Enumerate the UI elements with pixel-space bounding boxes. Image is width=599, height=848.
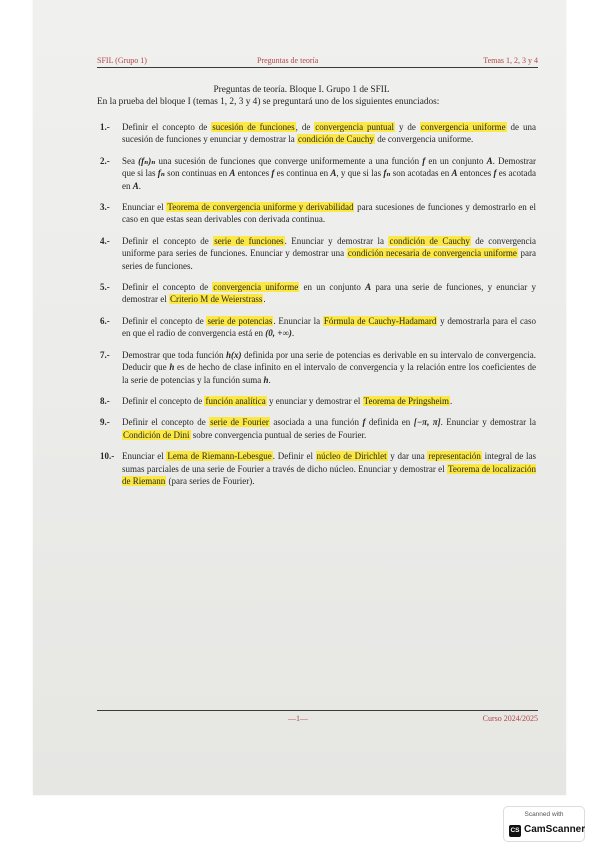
footer-course-year: Curso 2024/2025: [482, 714, 538, 723]
highlighted-term: Teorema de convergencia uniforme y derivabilidad: [167, 202, 354, 213]
question-item: [100, 349, 536, 386]
math-symbol: A: [229, 168, 236, 179]
question-text: definida por una serie de potencias es derivable en su intervalo de convergencia. Deducir que: [122, 349, 536, 373]
math-symbol: f: [362, 417, 366, 428]
math-symbol: h: [263, 374, 269, 385]
question-item: [100, 315, 536, 340]
question-text: .: [268, 374, 271, 385]
highlighted-term: representación: [428, 451, 481, 462]
question-number: 10.-: [100, 451, 115, 462]
question-text: Definir el concepto de: [122, 282, 213, 293]
document-title: Preguntas de teoría. Bloque I. Grupo 1 de SFIL: [213, 85, 390, 95]
highlighted-term: serie de funciones: [214, 235, 284, 246]
highlighted-term: Fórmula de Cauchy-Hadamard: [323, 315, 437, 326]
math-symbol: A: [365, 282, 372, 293]
header-topic: Preguntas de teoría: [257, 56, 319, 65]
page-number: —1—: [288, 714, 308, 723]
question-text: una sucesión de funciones que converge uniformemente a una función: [155, 155, 423, 166]
header-themes: Temas 1, 2, 3 y 4: [483, 56, 538, 65]
question-text: Definir el concepto de: [122, 395, 205, 406]
highlighted-term: condición necesaria de convergencia uniforme: [347, 248, 517, 259]
question-item: [100, 235, 536, 272]
highlighted-term: condición de Cauchy: [389, 235, 470, 246]
question-text: . Enunciar la: [273, 315, 323, 326]
question-text: .: [291, 328, 295, 339]
question-text: .: [450, 395, 453, 406]
question-text: definida en: [365, 417, 414, 428]
camscanner-brand: CamScanner: [524, 824, 586, 835]
question-text: de una sucesión de funciones y enunciar y demostrar la: [122, 122, 536, 145]
highlighted-term: convergencia puntual: [315, 122, 395, 132]
question-text: en un conjunto: [425, 155, 487, 166]
math-symbol: A: [451, 168, 458, 179]
question-number: 6.-: [100, 315, 110, 326]
math-symbol: (fₙ)ₙ: [138, 155, 156, 166]
question-number: 1.-: [100, 122, 110, 132]
question-item: [100, 281, 536, 306]
question-text: , y que si las: [336, 168, 384, 179]
highlighted-term: Condición de Dini: [123, 429, 190, 440]
question-text: integral de las sumas parciales de una serie de Fourier a través de dicho núcleo. Enunciar y demostrar el: [122, 451, 537, 474]
question-number: 7.-: [100, 349, 110, 360]
intro-text: En la prueba del bloque I (temas 1, 2, 3 y 4) se preguntará uno de los siguientes enunciados:: [97, 97, 440, 107]
highlighted-term: Criterio M de Weierstrass: [169, 294, 263, 305]
question-item: [100, 416, 536, 441]
highlighted-term: función analítica: [205, 395, 266, 406]
highlighted-term: convergencia uniforme: [213, 282, 299, 293]
question-text: .: [263, 294, 266, 305]
question-text: (para series de Fourier).: [166, 475, 255, 486]
question-text: Definir el concepto de: [122, 417, 210, 428]
question-item: [100, 121, 536, 146]
question-text: . Enunciar y demostrar la: [284, 235, 389, 246]
question-text: Definir el concepto de: [122, 122, 212, 132]
question-text: es acotada en: [122, 168, 536, 191]
question-text: Sea: [122, 155, 139, 166]
math-symbol: h: [169, 362, 175, 373]
math-symbol: [−π, π]: [413, 417, 441, 428]
question-text: son continuas en: [164, 168, 230, 179]
question-text: , de: [295, 122, 315, 132]
question-number: 5.-: [100, 282, 110, 293]
question-text: para sucesiones de funciones y demostrarlo en el caso en que estas sean derivables con derivada continua.: [122, 202, 536, 225]
question-number: 3.-: [100, 202, 110, 213]
question-text: entonces: [235, 168, 272, 179]
question-text: en un conjunto: [299, 282, 366, 293]
question-text: y demostrarla para el caso en que el radio de convergencia está en: [122, 315, 536, 339]
header-course: SFIL (Grupo 1): [97, 56, 147, 65]
question-text: para una serie de funciones, y enunciar y demostrar el: [122, 282, 536, 305]
page-footer: [97, 710, 538, 724]
question-text: Definir el concepto de: [122, 315, 207, 326]
scanned-page: [33, 0, 566, 795]
highlighted-term: núcleo de Dirichlet: [316, 451, 387, 462]
question-list: [100, 121, 536, 487]
math-symbol: f: [271, 168, 275, 179]
question-text: Definir el concepto de: [122, 235, 214, 246]
math-symbol: (0, +∞): [265, 328, 292, 339]
question-text: es de hecho de clase infinito en el intervalo de convergencia y la relación entre los coeficientes de la serie de potencias y la función suma: [122, 362, 536, 385]
highlighted-term: serie de potencias: [207, 315, 273, 326]
question-text: y de: [395, 122, 420, 132]
highlighted-term: convergencia uniforme: [420, 122, 506, 132]
highlighted-term: Teorema de Pringsheim: [363, 395, 450, 406]
question-number: 2.-: [100, 155, 110, 166]
math-symbol: fₙ: [157, 168, 165, 179]
question-number: 9.-: [100, 417, 110, 428]
question-text: asociada a una función: [269, 417, 363, 428]
highlighted-term: Lema de Riemann-Lebesgue: [167, 451, 272, 462]
camscanner-logo-icon: CS: [509, 825, 521, 837]
question-text: .: [138, 180, 142, 191]
math-symbol: A: [330, 168, 337, 179]
math-symbol: h(x): [225, 349, 242, 360]
question-text: y enunciar y demostrar el: [266, 395, 363, 406]
question-text: . Enunciar y demostrar la: [440, 417, 537, 428]
question-item: [100, 395, 536, 407]
question-text: entonces: [457, 168, 494, 179]
question-number: 8.-: [100, 395, 110, 406]
highlighted-term: serie de Fourier: [210, 417, 269, 428]
camscanner-watermark: [503, 806, 585, 842]
math-symbol: fₙ: [383, 168, 391, 179]
question-text: sobre convergencia puntual de series de Fourier.: [190, 429, 367, 440]
question-item: [100, 450, 536, 487]
question-text: Enunciar el: [122, 202, 167, 213]
question-text: . Definir el: [272, 451, 316, 462]
question-text: para series de funciones.: [122, 248, 536, 271]
highlighted-term: condición de Cauchy: [297, 134, 374, 145]
scanned-with-label: Scanned with: [524, 811, 564, 818]
math-symbol: A: [486, 155, 493, 166]
question-text: de convergencia uniforme para series de funciones. Enunciar y demostrar una: [122, 235, 537, 259]
question-text: es continua en: [274, 168, 331, 179]
math-symbol: A: [132, 180, 139, 191]
highlighted-term: sucesión de funciones: [212, 122, 295, 132]
question-item: [100, 155, 536, 192]
question-text: y dar una: [387, 451, 428, 462]
math-symbol: f: [422, 155, 426, 166]
question-text: de convergencia uniforme.: [374, 134, 474, 145]
page-header: [97, 54, 538, 68]
question-text: Enunciar el: [122, 451, 167, 462]
question-text: Demostrar que toda función: [122, 349, 226, 360]
highlighted-term: Teorema de localización de Riemann: [122, 463, 536, 486]
math-symbol: f: [493, 168, 497, 179]
question-text: son acotadas en: [390, 168, 452, 179]
question-text: . Demostrar que si las: [122, 155, 536, 179]
question-number: 4.-: [100, 235, 110, 246]
question-item: [100, 201, 536, 226]
